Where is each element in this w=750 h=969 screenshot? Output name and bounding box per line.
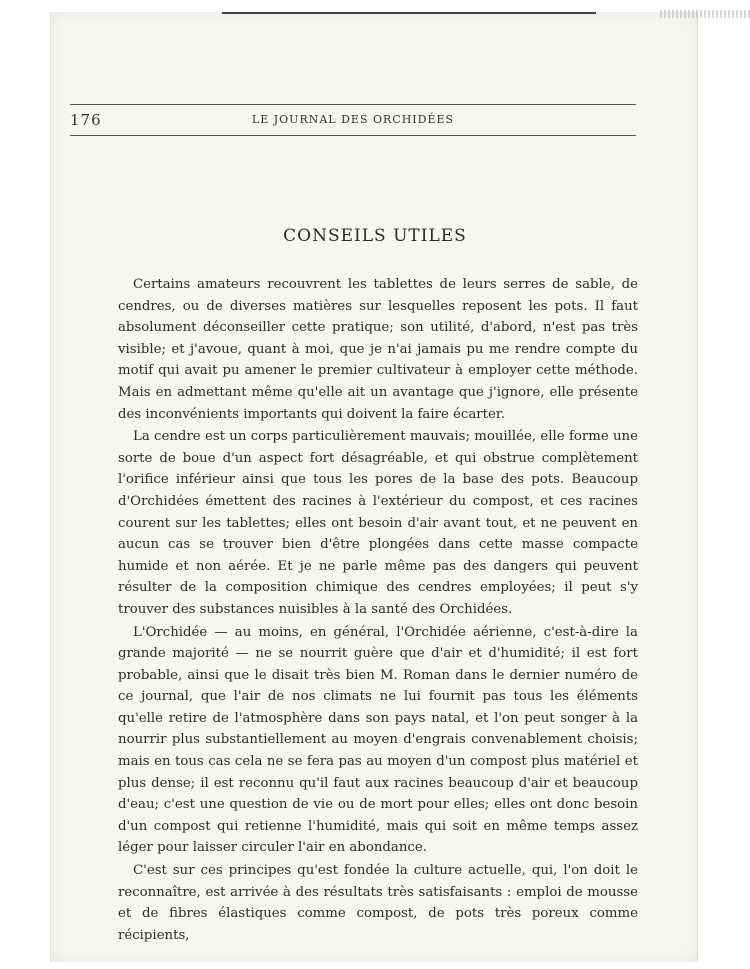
article-title: CONSEILS UTILES [283, 226, 467, 246]
page-number: 176 [70, 111, 102, 129]
top-edge-rule [222, 12, 596, 14]
paragraph: L'Orchidée — au moins, en général, l'Orchidée aérienne, c'est-à-dire la grande majorité — ne se nourrit guère que d'air et d'humidité; il est fort probable, ainsi que le disait très bien M. Roman dans le dernier numéro de ce journal, que l'air de nos climats ne lui fournit pas tous les éléments qu'elle retire de l'atmosphère dans son pays natal, et l'on peut songer à la nourrir plus substantiellement au moyen d'engrais convenablement choisis; mais en tous cas cela ne se fera pas au moyen d'un compost plus matériel et plus dense; il est reconnu qu'il faut aux racines beaucoup d'air et beaucoup d'eau; c'est une question de vie ou de mort pour elles; elles ont donc besoin d'un compost qui retienne l'humidité, mais qui soit en même temps assez léger pour laisser circuler l'air en abondance. [118, 624, 638, 856]
paragraph: Certains amateurs recouvrent les tablettes de leurs serres de sable, de cendres, ou de diverses matières sur lesquelles reposent les pots. Il faut absolument déconseiller cette pratique; son utilité, d'abord, n'est pas très visible; et j'avoue, quant à moi, que je n'ai jamais pu me rendre compte du motif qui avait pu amener le premier cultivateur à employer cette méthode. Mais en admettant même qu'elle ait un avantage que j'ignore, elle présente des inconvénients importants qui doivent la faire écarter. [118, 277, 638, 422]
running-head-title: LE JOURNAL DES ORCHIDÉES [251, 113, 455, 126]
running-header [70, 104, 636, 136]
paragraph: C'est sur ces principes qu'est fondée la culture actuelle, qui, l'on doit le reconnaître, est arrivée à des résultats très satisfaisants : emploi de mousse et de fibres élastiques comme compost, de pots très poreux comme récipients, [118, 863, 638, 943]
scan-edge-mark [660, 10, 750, 18]
article-body [118, 274, 638, 946]
paragraph: La cendre est un corps particulièrement mauvais; mouillée, elle forme une sorte de boue d'un aspect fort désagréable, et qui obstrue complètement l'orifice inférieur ainsi que tous les pores de la base des pots. Beaucoup d'Orchidées émettent des racines à l'extérieur du compost, et ces racines courent sur les tablettes; elles ont besoin d'air avant tout, et ne peuvent en aucun cas se trouver bien d'être plongées dans cette masse compacte humide et non aérée. Et je ne parle même pas des dangers qui peuvent résulter de la composition chimique des cendres employées; il peut s'y trouver des substances nuisibles à la santé des Orchidées. [118, 429, 638, 617]
